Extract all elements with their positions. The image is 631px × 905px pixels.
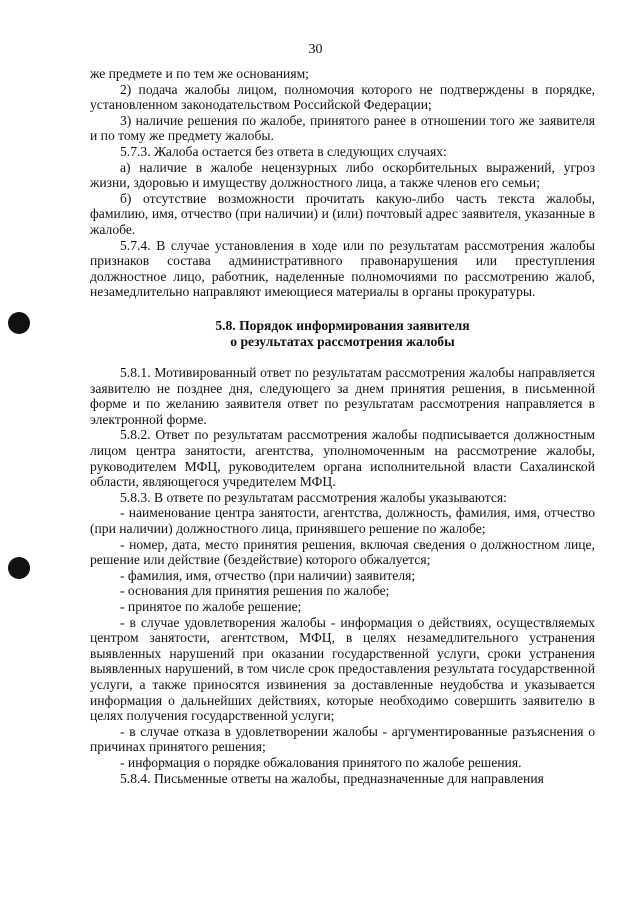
paragraph: 5.7.3. Жалоба остается без ответа в следующих случаях: — [120, 143, 447, 159]
punch-hole-bottom — [8, 557, 30, 579]
paragraph: 5.8.2. Ответ по результатам рассмотрения жалобы подписывается должностным лицом центра занятости, агентства, уполномоченным на рассмотрение жалобы, руководителем МФЦ, руководителем органа исполнительной власти Сахалинской области, являющегося учредителем МФЦ. — [90, 427, 595, 490]
section-heading-line: о результатах рассмотрения жалобы — [230, 333, 455, 349]
punch-hole-top — [8, 312, 30, 334]
paragraph: 3) наличие решения по жалобе, принятого ранее в отношении того же заявителя и по тому же предмету жалобы. — [90, 112, 595, 144]
list-item: - основания для принятия решения по жалобе; — [120, 583, 390, 599]
paragraphs-after — [90, 365, 595, 786]
paragraph: 5.8.3. В ответе по результатам рассмотрения жалобы указываются: — [120, 489, 507, 505]
paragraph: б) отсутствие возможности прочитать какую-либо часть текста жалобы, фамилию, имя, отчество (при наличии) и (или) почтовый адрес заявителя, указанные в жалобе. — [90, 190, 595, 237]
section-heading-line: 5.8. Порядок информирования заявителя — [215, 317, 470, 333]
paragraph: 5.8.4. Письменные ответы на жалобы, предназначенные для направления — [120, 770, 544, 786]
section-heading — [90, 318, 595, 349]
paragraph: 5.8.1. Мотивированный ответ по результатам рассмотрения жалобы направляется заявителю не позднее дня, следующего за днем принятия решения, в письменной форме и по желанию заявителя ответ по результатам рассмотрения направляется в электронной форме. — [90, 365, 595, 427]
paragraph: а) наличие в жалобе нецензурных либо оскорбительных выражений, угроз жизни, здоровью и имуществу должностного лица, а также членов его семьи; — [90, 159, 595, 191]
list-item: - наименование центра занятости, агентства, должность, фамилия, имя, отчество (при наличии) должностного лица, принявшего решение по жалобе; — [90, 505, 595, 537]
list-item: - номер, дата, место принятия решения, включая сведения о должностном лице, решение или действие (бездействие) которого обжалуется; — [90, 536, 595, 568]
paragraph: 2) подача жалобы лицом, полномочия которого не подтверждены в порядке, установленном законодательством Российской Федерации; — [90, 81, 595, 113]
document-body — [90, 66, 595, 786]
list-item: - в случае удовлетворения жалобы - информация о действиях, осуществляемых центром занятости, агентством, МФЦ, в целях незамедлительного устранения выявленных нарушений при оказании государственной услуги, сроки устранения выявленных нарушений, в том числе срок предоставления результата государственной услуги, а также приносятся извинения за доставленные неудобства и указывается информация о дальнейших действиях, которые необходимо совершить заявителю в целях получения государственной услуги; — [90, 614, 595, 724]
list-item: - принятое по жалобе решение; — [120, 599, 302, 614]
list-item: - фамилия, имя, отчество (при наличии) заявителя; — [120, 567, 416, 583]
paragraph: 5.7.4. В случае установления в ходе или по результатам рассмотрения жалобы признаков состава административного правонарушения или преступления должностное лицо, работник, наделенные полномочиями по рассмотрению жалоб, незамедлительно направляют имеющиеся материалы в органы прокуратуры. — [90, 237, 595, 300]
paragraph: же предмете и по тем же основаниям; — [90, 66, 309, 81]
paragraphs-before — [90, 66, 595, 300]
page-number: 30 — [308, 42, 323, 57]
list-item: - информация о порядке обжалования принятого по жалобе решения. — [120, 754, 522, 770]
list-item: - в случае отказа в удовлетворении жалобы - аргументированные разъяснения о причинах принятого решения; — [90, 723, 595, 755]
